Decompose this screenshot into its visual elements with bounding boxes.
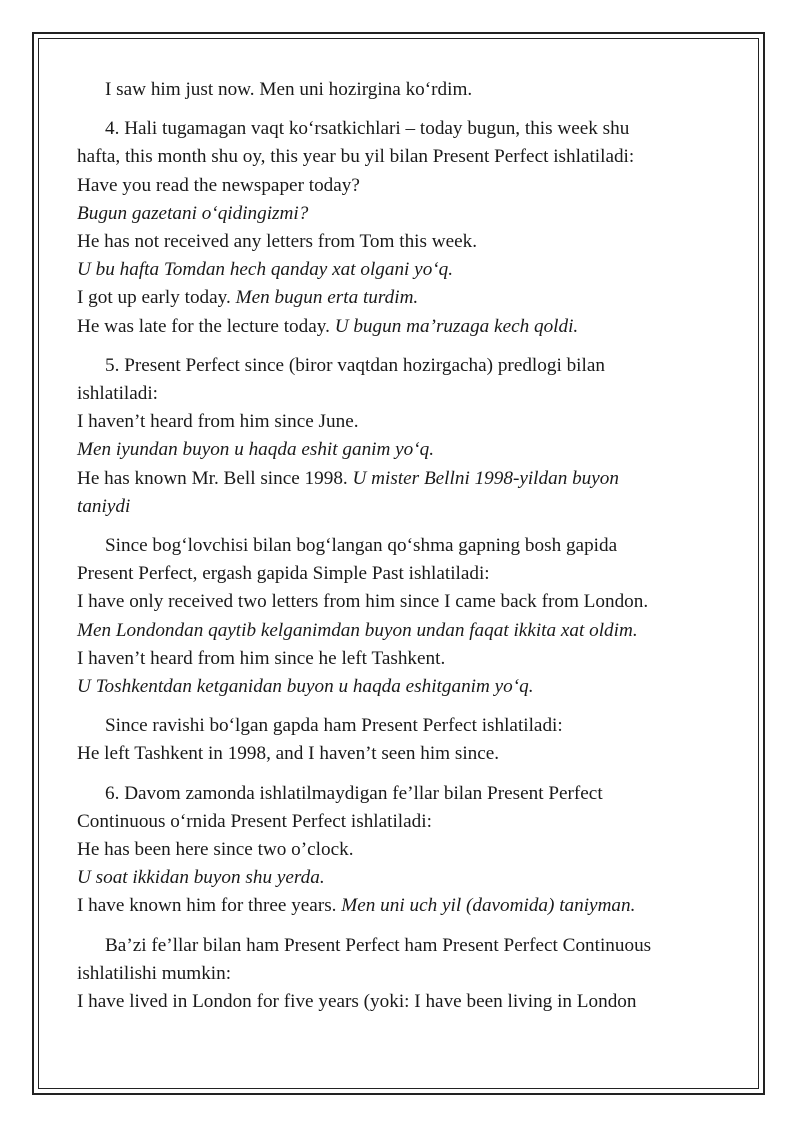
example-sentence: I have lived in London for five years (yoki: I have been living in London bbox=[77, 991, 637, 1013]
document-body bbox=[77, 76, 727, 1016]
rule-6-heading: 6. Davom zamonda ishlatilmaydigan fe’llar bilan Present Perfect bbox=[105, 782, 603, 804]
translation: U bugun ma’ruzaga kech qoldi. bbox=[334, 315, 579, 337]
rule-5-heading: 5. Present Perfect since (biror vaqtdan hozirgacha) predlogi bilan bbox=[105, 354, 605, 376]
example-sentence: He left Tashkent in 1998, and I haven’t seen him since. bbox=[77, 743, 500, 765]
example-sentence: He was late for the lecture today. bbox=[77, 315, 335, 337]
example-sentence: I saw him just now. Men uni hozirgina ko‘rdim. bbox=[105, 79, 473, 100]
since-conjunction-rule: Since bog‘lovchisi bilan bog‘langan qo‘shma gapning bosh gapida bbox=[105, 535, 618, 557]
example-with-translation bbox=[77, 284, 727, 312]
translation: Men uni uch yil (davomida) taniyman. bbox=[341, 895, 636, 917]
example-sentence: He has not received any letters from Tom this week. bbox=[77, 231, 478, 253]
example-sentence: I haven’t heard from him since June. bbox=[77, 411, 359, 433]
translation: U bu hafta Tomdan hech qanday xat olgani yo‘q. bbox=[77, 259, 454, 281]
example-sentence: He has been here since two o’clock. bbox=[77, 839, 354, 861]
example-sentence: I got up early today. bbox=[77, 287, 236, 309]
translation: U mister Bellni 1998-yildan buyon bbox=[352, 467, 619, 489]
translation: Bugun gazetani o‘qidingizmi? bbox=[77, 202, 309, 224]
example-with-translation bbox=[77, 892, 727, 920]
rule-text: hafta, this month shu oy, this year bu yil bilan Present Perfect ishlatiladi: bbox=[77, 146, 635, 168]
translation: Men iyundan buyon u haqda eshit ganim yo‘q. bbox=[77, 439, 435, 461]
translation: Men Londondan qaytib kelganimdan buyon undan faqat ikkita xat oldim. bbox=[77, 619, 638, 641]
translation: U Toshkentdan ketganidan buyon u haqda eshitganim yo‘q. bbox=[77, 676, 534, 698]
some-verbs-rule: Ba’zi fe’llar bilan ham Present Perfect ham Present Perfect Continuous bbox=[105, 934, 652, 956]
rule-text: Continuous o‘rnida Present Perfect ishlatiladi: bbox=[77, 810, 432, 832]
rule-4-heading: 4. Hali tugamagan vaqt ko‘rsatkichlari – today bugun, this week shu bbox=[105, 118, 630, 140]
since-adverb-rule: Since ravishi bo‘lgan gapda ham Present Perfect ishlatiladi: bbox=[105, 715, 563, 737]
translation: taniydi bbox=[77, 495, 131, 517]
example-sentence: Have you read the newspaper today? bbox=[77, 174, 360, 196]
translation: U soat ikkidan buyon shu yerda. bbox=[77, 867, 325, 889]
rule-text: ishlatiladi: bbox=[77, 383, 159, 405]
translation: Men bugun erta turdim. bbox=[235, 287, 419, 309]
rule-text: Present Perfect, ergash gapida Simple Past ishlatiladi: bbox=[77, 563, 490, 585]
example-with-translation bbox=[77, 313, 727, 341]
example-sentence: I have known him for three years. bbox=[77, 895, 342, 917]
example-sentence: I have only received two letters from him since I came back from London. bbox=[77, 591, 649, 613]
rule-text: ishlatilishi mumkin: bbox=[77, 962, 232, 984]
example-sentence: He has known Mr. Bell since 1998. bbox=[77, 467, 353, 489]
example-sentence: I haven’t heard from him since he left Tashkent. bbox=[77, 647, 446, 669]
example-with-translation bbox=[77, 465, 727, 493]
